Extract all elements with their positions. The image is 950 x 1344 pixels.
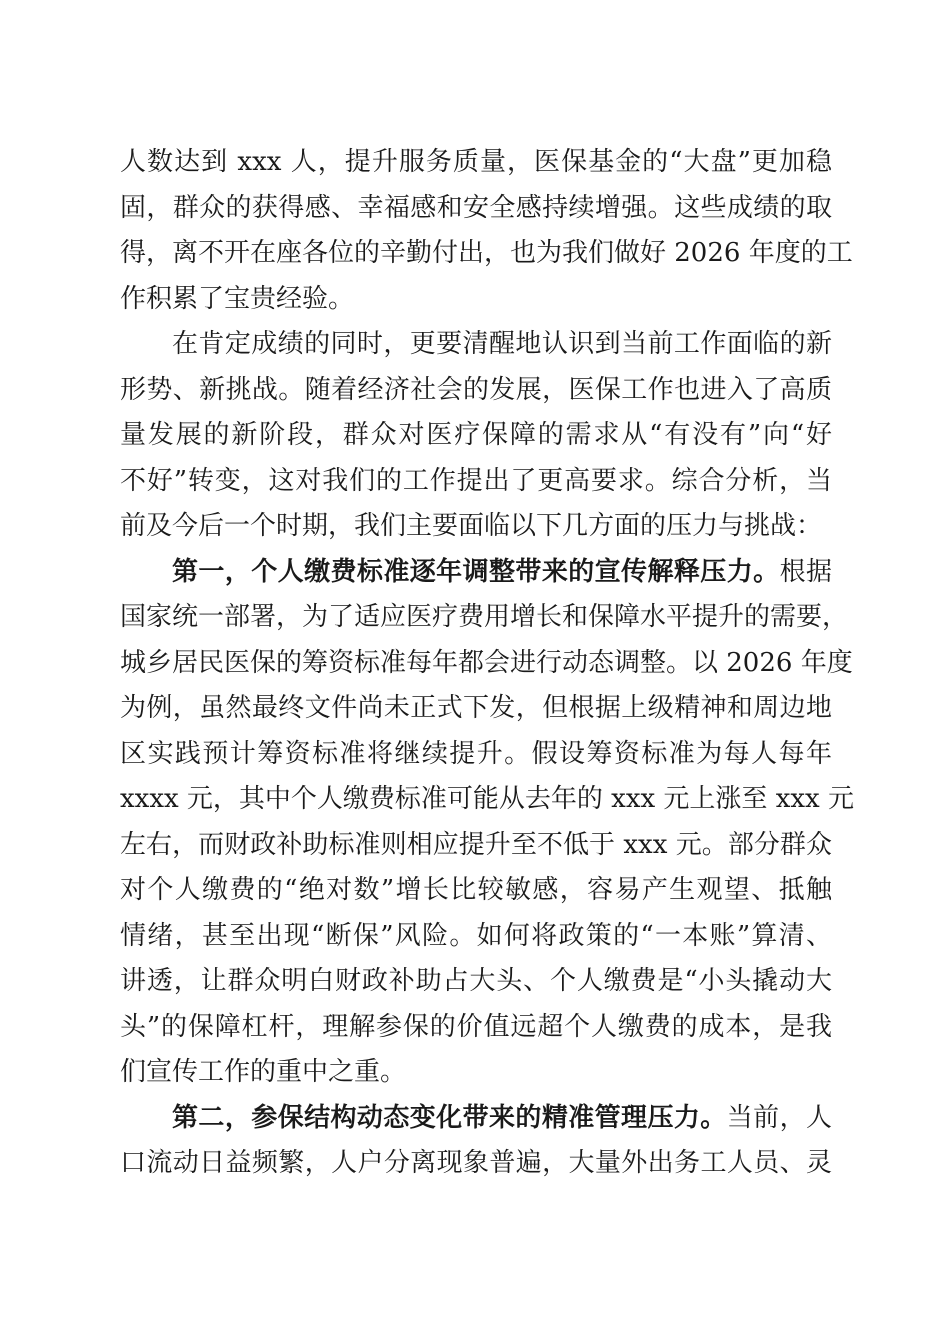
text-line: 对个人缴费的“绝对数”增长比较敏感，容易产生观望、抵触: [120, 875, 832, 905]
section-heading-1: 第一，个人缴费标准逐年调整带来的宣传解释压力。: [172, 556, 780, 587]
text-line: 国家统一部署，为了适应医疗费用增长和保障水平提升的需要，: [120, 602, 849, 632]
text-line: 城乡居民医保的筹资标准每年都会进行动态调整。以 2026 年度: [120, 647, 853, 678]
text-line: 们宣传工作的重中之重。: [120, 1057, 407, 1087]
paragraph-1: [120, 140, 853, 322]
text-line: xxxx 元，其中个人缴费标准可能从去年的 xxx 元上涨至 xxx 元: [120, 784, 854, 814]
text-line: 固，群众的获得感、幸福感和安全感持续增强。这些成绩的取: [120, 192, 832, 223]
text-line: 头”的保障杠杆，理解参保的价值远超个人缴费的成本，是我: [120, 1011, 832, 1042]
text-line: 讲透，让群众明白财政补助占大头、个人缴费是“小头撬动大: [120, 966, 832, 996]
text-line: [120, 1096, 832, 1142]
text-line: 作积累了宝贵经验。: [120, 283, 355, 314]
text-line: 在肯定成绩的同时，更要清醒地认识到当前工作面临的新: [172, 329, 832, 359]
text-line: 口流动日益频繁，人户分离现象普遍，大量外出务工人员、灵: [120, 1148, 832, 1178]
paragraph-3: [120, 550, 854, 1096]
text-line: 区实践预计筹资标准将继续提升。假设筹资标准为每人每年: [120, 738, 832, 769]
text-line: 不好”转变，这对我们的工作提出了更高要求。综合分析，当: [120, 465, 832, 496]
text-line: 情绪，甚至出现“断保”风险。如何将政策的“一本账”算清、: [120, 920, 832, 951]
text-line: 人数达到 xxx 人，提升服务质量，医保基金的“大盘”更加稳: [120, 147, 832, 177]
section-heading-2: 第二，参保结构动态变化带来的精准管理压力。: [172, 1102, 727, 1133]
text-line: 前及今后一个时期，我们主要面临以下几方面的压力与挑战：: [120, 511, 823, 541]
text-run: 当前，人: [726, 1102, 832, 1133]
text-line: 量发展的新阶段，群众对医疗保障的需求从“有没有”向“好: [120, 420, 832, 450]
text-line: 形势、新挑战。随着经济社会的发展，医保工作也进入了高质: [120, 374, 832, 405]
text-line: [120, 550, 832, 596]
text-line: 左右，而财政补助标准则相应提升至不低于 xxx 元。部分群众: [120, 829, 832, 860]
document-body: [120, 140, 854, 1187]
paragraph-4: [120, 1096, 832, 1187]
text-line: 得，离不开在座各位的辛勤付出，也为我们做好 2026 年度的工: [120, 238, 853, 268]
text-line: 为例，虽然最终文件尚未正式下发，但根据上级精神和周边地: [120, 693, 832, 723]
text-run: 根据: [779, 556, 832, 587]
paragraph-2: [120, 322, 832, 550]
